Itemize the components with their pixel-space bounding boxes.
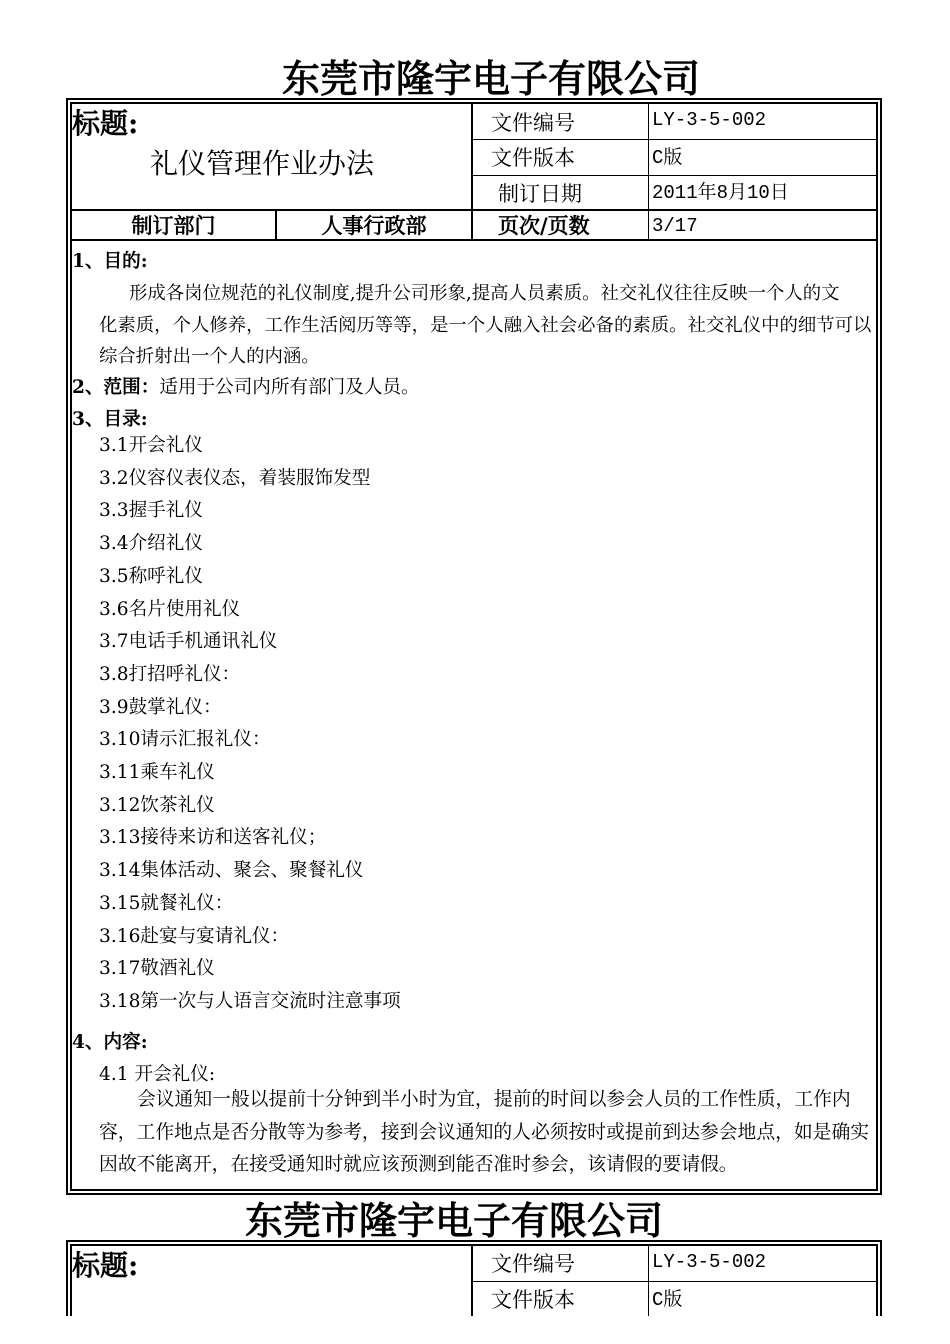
toc-item: 3.10请示汇报礼仪： — [99, 729, 271, 751]
document-title: 礼仪管理作业办法 — [150, 147, 375, 180]
toc-item: 3.12饮茶礼仪 — [99, 794, 215, 816]
toc-item: 3.18第一次与人语言交流时注意事项 — [99, 990, 401, 1012]
scope-line — [72, 372, 420, 403]
toc-list — [99, 430, 401, 1019]
toc-item: 3.5称呼礼仪 — [99, 565, 203, 587]
version-label-page2: 文件版本 — [491, 1288, 575, 1312]
section-heading-purpose: 1、目的: — [72, 251, 148, 272]
section-heading-scope: 2、范围： — [72, 377, 160, 398]
date-value: 2011年8月10日 — [652, 182, 789, 204]
paragraph-line: 形成各岗位规范的礼仪制度,提升公司形象,提高人员素质。社交礼仪往往反映一个人的文 — [129, 283, 840, 304]
toc-item: 3.11乘车礼仪 — [99, 762, 215, 784]
subsection-heading-meeting: 4.1 开会礼仪: — [99, 1064, 216, 1085]
version-value-page2: C版 — [652, 1289, 683, 1311]
header-rule-vertical-value — [648, 104, 649, 241]
toc-item: 3.8打招呼礼仪： — [99, 663, 241, 685]
dept-value: 人事行政部 — [321, 213, 427, 238]
paragraph-line: 会议通知一般以提前十分钟到半小时为宜，提前的时间以参会人员的工作性质，工作内 — [137, 1089, 851, 1110]
section-heading-content: 4、内容: — [72, 1032, 148, 1053]
paragraph-line: 因故不能离开，在接受通知时就应该预测到能否准时参会，该请假的要请假。 — [99, 1154, 738, 1175]
company-title-page2: 东莞市隆宇电子有限公司 — [244, 1198, 663, 1243]
toc-item: 3.9鼓掌礼仪： — [99, 696, 222, 718]
dept-label: 制订部门 — [131, 213, 216, 238]
toc-item: 3.3握手礼仪 — [99, 500, 203, 522]
toc-item: 3.13接待来访和送客礼仪； — [99, 827, 327, 849]
toc-item: 3.16赴宴与宴请礼仪： — [99, 925, 290, 947]
doc-number-label-page2: 文件编号 — [491, 1252, 575, 1276]
company-title: 东莞市隆宇电子有限公司 — [281, 56, 700, 101]
paragraph-line: 容，工作地点是否分散等为参考，接到会议通知的人必须按时或提前到达参会地点，如是确实 — [99, 1121, 870, 1143]
title-label-page2: 标题: — [72, 1249, 139, 1282]
date-label: 制订日期 — [498, 182, 582, 206]
toc-item: 3.4介绍礼仪 — [99, 533, 203, 555]
paragraph-line: 综合折射出一个人的内涵。 — [99, 346, 320, 367]
header-rule-vertical-label — [471, 104, 473, 241]
scope-text: 适用于公司内所有部门及人员。 — [159, 377, 420, 398]
title-label: 标题: — [72, 107, 139, 140]
doc-number-value: LY-3-5-002 — [652, 109, 767, 131]
version-value: C版 — [652, 147, 683, 169]
toc-item: 3.7电话手机通讯礼仪 — [99, 631, 278, 653]
toc-item: 3.17敬酒礼仪 — [99, 958, 215, 980]
toc-item: 3.6名片使用礼仪 — [99, 598, 241, 620]
document-body — [72, 242, 876, 1189]
version-label: 文件版本 — [491, 146, 575, 170]
purpose-paragraph — [99, 278, 871, 373]
page-count-label: 页次/页数 — [498, 213, 590, 238]
page-count-value: 3/17 — [652, 215, 698, 237]
doc-number-value-page2: LY-3-5-002 — [652, 1251, 767, 1273]
toc-item: 3.14集体活动、聚会、聚餐礼仪 — [99, 860, 364, 882]
section-heading-toc: 3、目录: — [72, 409, 148, 430]
doc-number-label: 文件编号 — [491, 111, 575, 135]
toc-item: 3.15就餐礼仪： — [99, 892, 234, 914]
toc-item: 3.2仪容仪表仪态，着装服饰发型 — [99, 467, 371, 489]
toc-item: 3.1开会礼仪 — [99, 435, 203, 456]
paragraph-line: 化素质，个人修养，工作生活阅历等等，是一个人融入社会必备的素质。社交礼仪中的细节可以 — [99, 314, 872, 336]
meeting-paragraph — [99, 1084, 869, 1182]
